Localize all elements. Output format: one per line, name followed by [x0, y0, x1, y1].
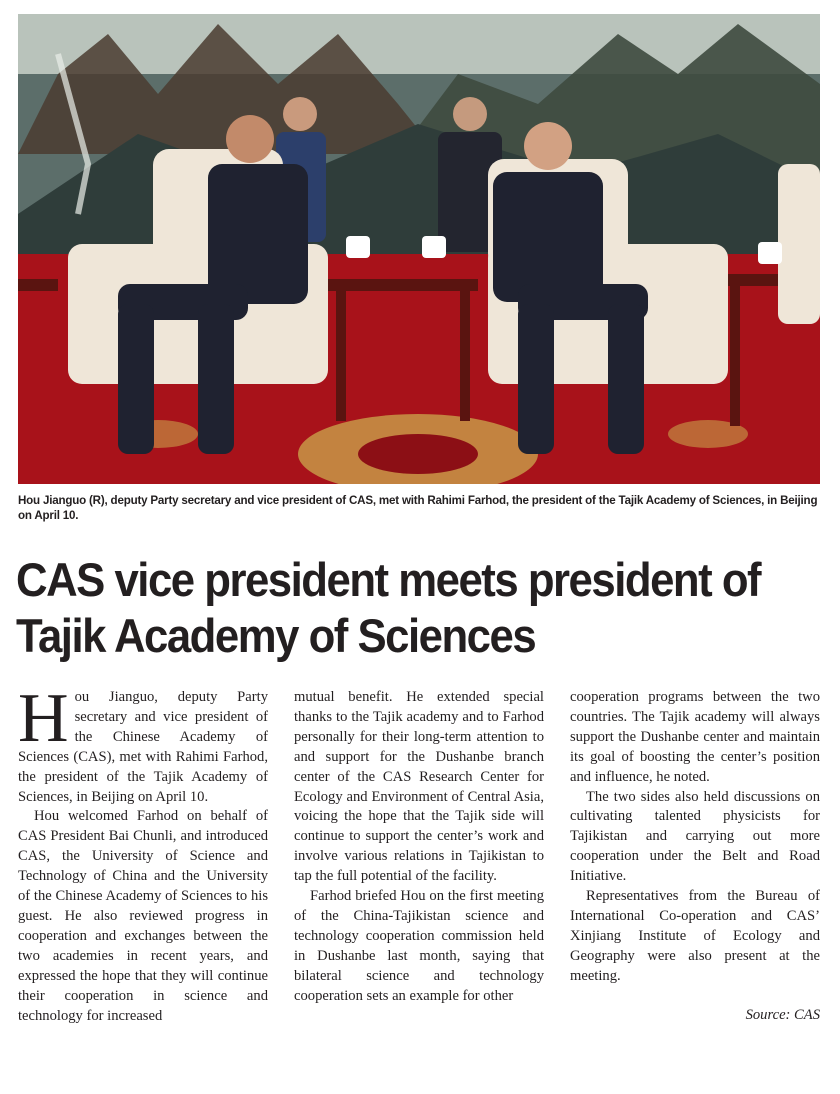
- paragraph-text: ou Jianguo, deputy Party secretary and vice president of the Chinese Academy of Sciences (CAS), met with Rahimi Farhod, the president of the Tajik Academy of Sciences, in Beijing on April 10.: [18, 689, 268, 805]
- article-paragraph: Farhod briefed Hou on the first meeting of the China-Tajikistan science and technology cooperation commission held in Dushanbe last month, saying that bilateral science and technology cooperation sets an example for other: [294, 888, 544, 1004]
- article-column-3: [570, 688, 820, 1033]
- article-paragraph: Hou welcomed Farhod on behalf of CAS President Bai Chunli, and introduced CAS, the University of Science and Technology of China and the University of the Chinese Academy of Sciences to his guest. He also reviewed progress in cooperation and exchanges between the two academies in recent years, and expressed the hope that they will continue their cooperation in science and technology for increased: [18, 808, 268, 1024]
- article-headline: CAS vice president meets president of Tajik Academy of Sciences: [16, 553, 761, 662]
- meeting-photo: [18, 14, 820, 484]
- article-paragraph: cooperation programs between the two countries. The Tajik academy will always support the Dushanbe center and maintain its goal of boosting the center’s position and influence, he noted.: [570, 689, 820, 785]
- photo-caption: Hou Jianguo (R), deputy Party secretary and vice president of CAS, met with Rahimi Farhod, the president of the Tajik Academy of Sciences, in Beijing on April 10.: [18, 494, 818, 522]
- source-credit: Source: CAS: [745, 1007, 820, 1023]
- drop-cap: H: [18, 680, 69, 757]
- article-paragraph: The two sides also held discussions on cultivating talented physicists for Tajikistan and carrying out more cooperation under the Belt and Road Initiative.: [570, 788, 820, 885]
- article-column-1: [18, 680, 268, 1033]
- meeting-photo-illustration: [18, 14, 820, 484]
- article-body: [18, 680, 820, 1033]
- article-paragraph: mutual benefit. He extended special thanks to the Tajik academy and to Farhod personally for their long-term attention to and support for the Dushanbe branch center of the CAS Research Center for Ecology and Environment of Central Asia, voicing the hope that the Tajik side will continue to support the center’s work and involve various relations in Tajikistan to tap the full potential of the facility.: [294, 689, 544, 885]
- article-paragraph: Representatives from the Bureau of International Co-operation and CAS’ Xinjiang Institute of Ecology and Geography were also present at the meeting.: [570, 888, 820, 984]
- article-column-2: [294, 688, 544, 1033]
- article-paragraph: [18, 680, 268, 807]
